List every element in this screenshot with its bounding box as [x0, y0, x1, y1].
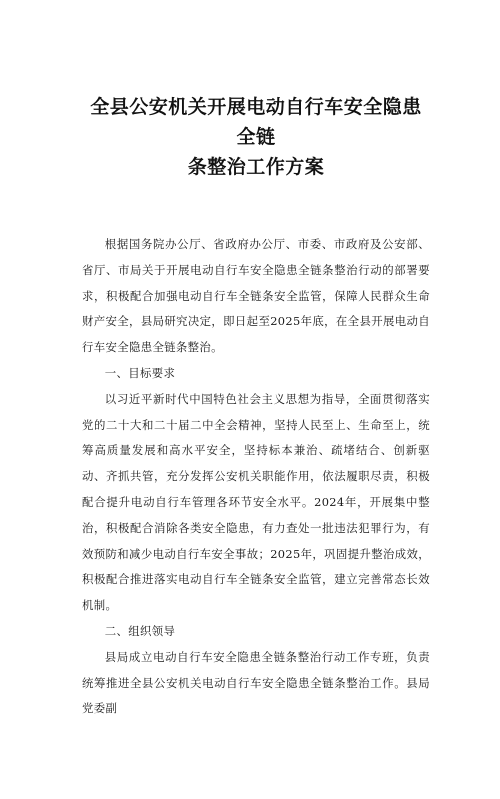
title-line-2: 条整治工作方案 — [187, 156, 325, 178]
document-title — [82, 92, 430, 182]
title-line-1: 全县公安机关开展电动自行车安全隐患全链 — [90, 96, 422, 148]
document-body — [82, 232, 430, 722]
section-2-heading: 二、组织领导 — [104, 623, 176, 638]
section-2-paragraph: 县局成立电动自行车安全隐患全链条整治行动工作专班，负责统筹推进全县公安机关电动自行车安全隐患全链条整治工作。县局党委副 — [82, 649, 430, 716]
document-page — [0, 92, 500, 799]
section-1-paragraph: 以习近平新时代中国特色社会主义思想为指导，全面贯彻落实党的二十大和二十届二中全会精神，坚持人民至上、生命至上，统筹高质量发展和高水平安全，坚持标本兼治、疏堵结合、创新驱动、齐抓共管，充分发挥公安机关职能作用，依法履职尽责，积极配合提升电动自行车管理各环节安全水平。2024年，开展集中整治，积极配合消除各类安全隐患，有力查处一批违法犯罪行为，有效预防和减少电动自行车安全事故；2025年，巩固提升整治成效，积极配合推进落实电动自行车全链条安全监管，建立完善常态长效机制。 — [82, 391, 430, 613]
intro-paragraph: 根据国务院办公厅、省政府办公厅、市委、市政府及公安部、省厅、市局关于开展电动自行车安全隐患全链条整治行动的部署要求，积极配合加强电动自行车全链条安全监管，保障人民群众生命财产安全，县局研究决定，即日起至2025年底，在全县开展电动自行车安全隐患全链条整治。 — [82, 237, 430, 355]
section-1-heading: 一、目标要求 — [104, 365, 176, 380]
